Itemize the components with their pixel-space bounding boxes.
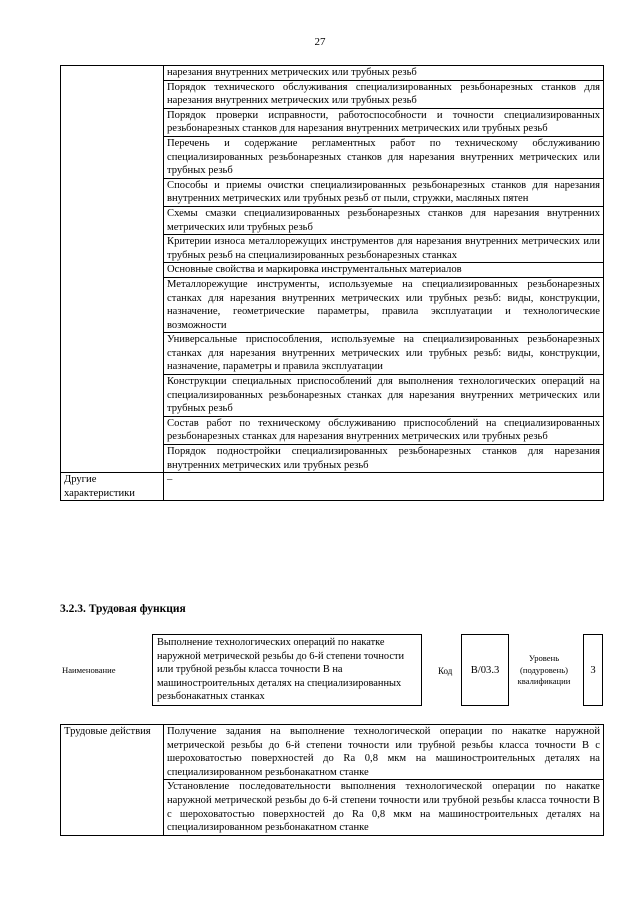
knowledge-item: Способы и приемы очистки специализированных резьбонарезных станков для нарезания внутренних метрических или трубных резьб от пыли, стружки, масляных пятен <box>164 178 604 206</box>
knowledge-item: Перечень и содержание регламентных работ по техническому обслуживанию специализированных резьбонарезных станков для нарезания внутренних метрических или трубных резьб <box>164 136 604 178</box>
name-label: Наименование <box>62 665 116 675</box>
qualification-level-value: 3 <box>583 634 603 706</box>
knowledge-item: Универсальные приспособления, используемые на специализированных резьбонарезных станках для нарезания внутренних метрических или трубных резьб: виды, конструкции, назначение, параметры и правила эксплуатации <box>164 333 604 375</box>
action-item: Установление последовательности выполнения технологической операции по накатке наружной метрической резьбы до 6-й степени точности или трубной резьбы класса точности В с шероховатостью поверхностей до Ra 0,8 мкм на машиностроительных деталях на специализированном резьбонакатном станке <box>164 780 604 835</box>
function-name-value: Выполнение технологических операций по накатке наружной метрической резьбы до 6-й степени точности или трубной резьбы класса точности В на машиностроительных деталях на специализированных резьбонакатных станках <box>152 634 422 706</box>
actions-label: Трудовые действия <box>61 725 164 836</box>
code-value: B/03.3 <box>461 634 509 706</box>
section-title: 3.2.3. Трудовая функция <box>60 603 186 615</box>
knowledge-item: Конструкции специальных приспособлений для выполнения технологических операций на специализированных резьбонарезных станках для нарезания внутренних метрических или трубных резьб <box>164 375 604 417</box>
knowledge-item: Порядок подностройки специализированных резьбонарезных станков для нарезания внутренних метрических или трубных резьб <box>164 445 604 473</box>
knowledge-item: Порядок проверки исправности, работоспособности и точности специализированных резьбонарезных станков для нарезания внутренних метрических или трубных резьб <box>164 108 604 136</box>
knowledge-item: Критерии износа металлорежущих инструментов для нарезания внутренних метрических или трубных резьб на специализированных резьбонарезных станках <box>164 235 604 263</box>
action-item: Получение задания на выполнение технологической операции по накатке наружной метрической резьбы до 6-й степени точности или трубной резьбы класса точности В с шероховатостью поверхностей до Ra 0,8 мкм на машиностроительных деталях на специализированном резьбонакатном станке <box>164 725 604 780</box>
qualification-level-label: Уровень (подуровень) квалификации <box>517 653 571 686</box>
knowledge-table <box>60 65 604 501</box>
other-characteristics-value: – <box>164 473 604 501</box>
other-characteristics-label: Другие характеристики <box>61 473 164 501</box>
knowledge-item: Состав работ по техническому обслуживанию приспособлений на специализированных резьбонарезных станках для нарезания внутренних метрических или трубных резьб <box>164 416 604 444</box>
knowledge-item: Металлорежущие инструменты, используемые на специализированных резьбонарезных станках для нарезания внутренних метрических или трубных резьб: виды, конструкции, назначение, геометрические параметры, правила эксплуатации и технологические возможности <box>164 277 604 332</box>
table-row <box>61 725 604 780</box>
knowledge-item: Основные свойства и маркировка инструментальных материалов <box>164 263 604 278</box>
label-cell-empty <box>61 66 164 473</box>
knowledge-item: Схемы смазки специализированных резьбонарезных станков для нарезания внутренних метрических или трубных резьб <box>164 206 604 234</box>
actions-table <box>60 724 604 836</box>
page-number: 27 <box>314 36 326 48</box>
table-row <box>61 473 604 501</box>
table-row <box>61 66 604 81</box>
knowledge-item: Порядок технического обслуживания специализированных резьбонарезных станков для нарезания внутренних метрических или трубных резьб <box>164 80 604 108</box>
code-label: Код <box>438 666 453 676</box>
knowledge-item: нарезания внутренних метрических или трубных резьб <box>164 66 604 81</box>
